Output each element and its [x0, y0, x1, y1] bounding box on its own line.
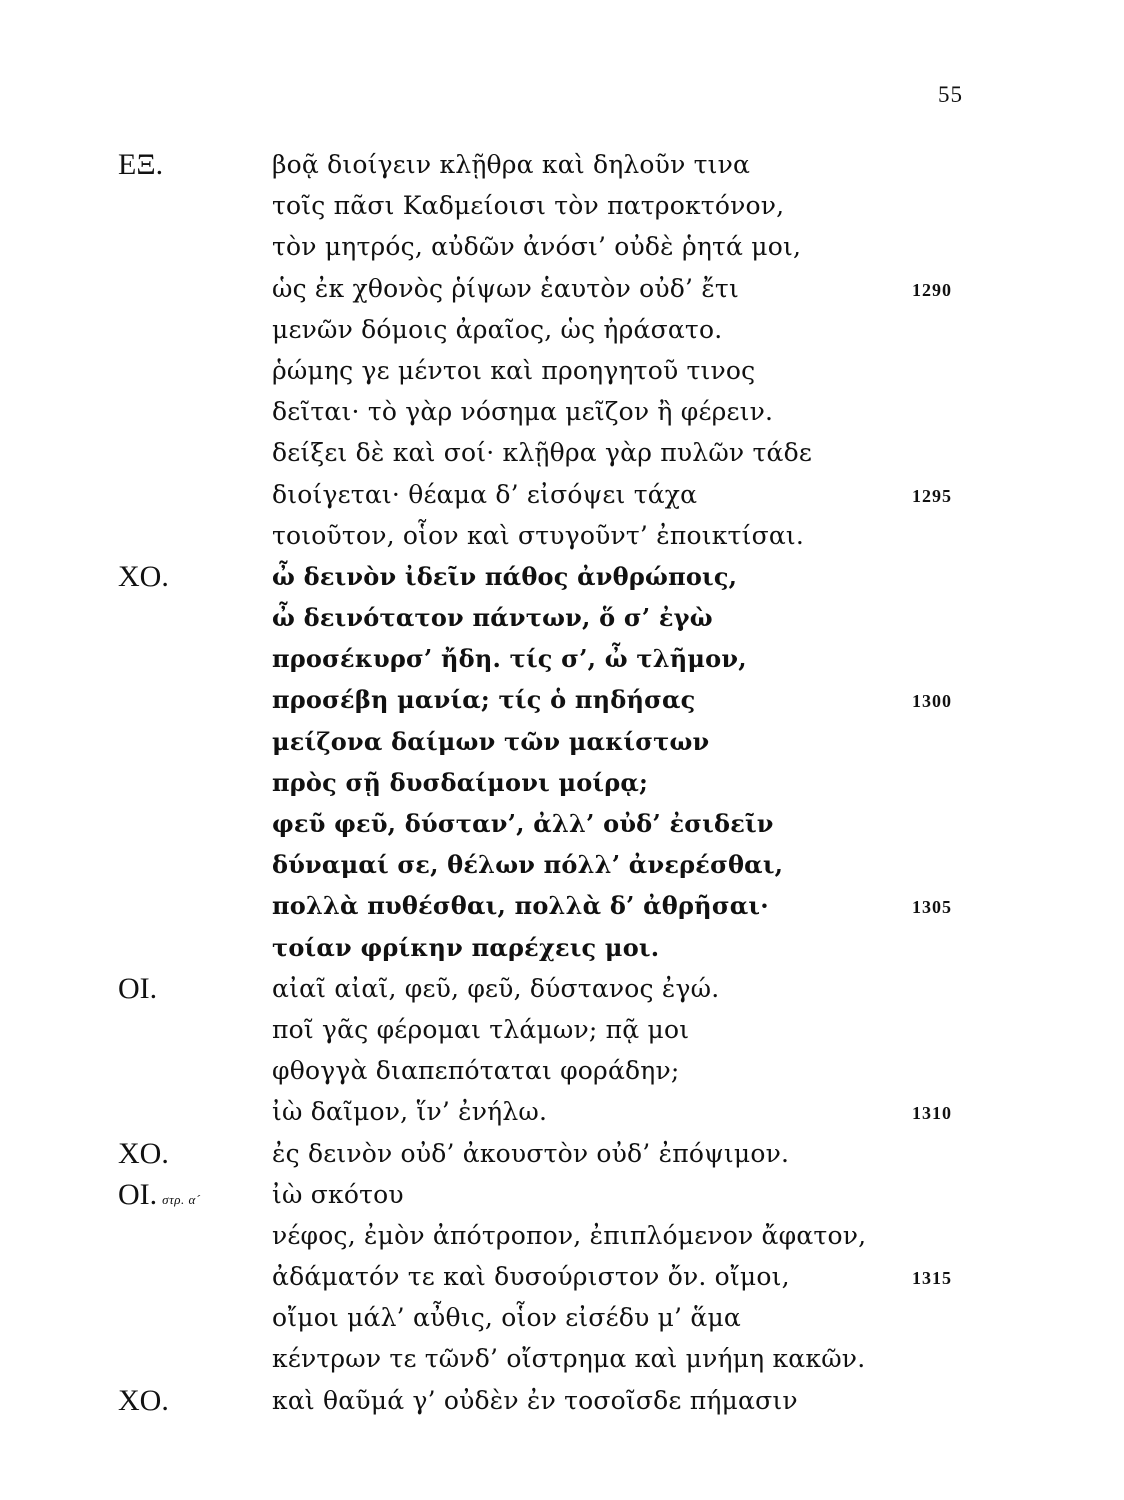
verse-line	[0, 887, 1124, 928]
verse-line	[0, 846, 1124, 887]
speaker-name: ΟΙ.	[118, 1177, 158, 1211]
verse-text: ἐς δεινὸν οὐδ’ ἀκουστὸν οὐδ’ ἐπόψιμον.	[272, 1138, 790, 1168]
verse-line	[0, 1299, 1124, 1340]
verse-text: ἰὼ σκότου	[272, 1179, 404, 1209]
speaker-name: ΟΙ.	[118, 971, 158, 1005]
verse-text: βοᾷ διοίγειν κλῇθρα καὶ δηλοῦν τινα	[272, 150, 751, 179]
verse-line	[0, 1052, 1124, 1093]
verse-line	[0, 1217, 1124, 1258]
line-number: 1295	[912, 485, 952, 506]
verse-line	[0, 393, 1124, 434]
verse-text: τοίαν φρίκην παρέχεις μοι.	[272, 932, 660, 962]
verse-text: δύναμαί σε, θέλων πόλλ’ ἀνερέσθαι,	[272, 850, 784, 880]
verse-line	[0, 723, 1124, 764]
speaker-label	[118, 972, 157, 1006]
verse-text: ὦ δεινότατον πάντων, ὅ σ’ ἐγὼ	[272, 603, 713, 633]
verse-line	[0, 681, 1124, 722]
line-number: 1305	[912, 897, 952, 918]
verse-text: φεῦ φεῦ, δύσταν’, ἀλλ’ οὐδ’ ἐσιδεῖν	[272, 809, 774, 838]
speaker-label	[118, 148, 163, 182]
verse-text: διοίγεται· θέαμα δ’ εἰσόψει τάχα	[272, 479, 698, 509]
verse-line	[0, 558, 1124, 599]
verse-line	[0, 311, 1124, 352]
speaker-label	[118, 1384, 169, 1418]
verse-text: ὡς ἐκ χθονὸς ῥίψων ἑαυτὸν οὐδ’ ἔτι	[272, 273, 739, 303]
verse-text: οἴμοι μάλ’ αὖθις, οἷον εἰσέδυ μ’ ἅμα	[272, 1303, 741, 1333]
verse-line	[0, 599, 1124, 640]
speaker-name: ΧΟ.	[118, 1136, 169, 1170]
verse-line	[0, 929, 1124, 970]
verse-line	[0, 517, 1124, 558]
page-number: 55	[938, 82, 963, 107]
verse-line	[0, 352, 1124, 393]
verse-text: προσέκυρσ’ ἤδη. τίς σ’, ὦ τλῆμον,	[272, 644, 747, 674]
verse-text: τὸν μητρός, αὐδῶν ἀνόσι’ οὐδὲ ῥητά μοι,	[272, 232, 802, 262]
verse-line	[0, 1093, 1124, 1134]
verse-line	[0, 1258, 1124, 1299]
speaker-name: ΧΟ.	[118, 1383, 169, 1417]
verse-text: προσέβη μανία; τίς ὁ πηδήσας	[272, 685, 696, 715]
verse-text: μενῶν δόμοις ἀραῖος, ὡς ἠράσατο.	[272, 314, 723, 344]
speaker-name: ΧΟ.	[118, 559, 169, 593]
speaker-name: ΕΞ.	[118, 148, 164, 181]
verse-line	[0, 187, 1124, 228]
verse-text: ῥώμης γε μέντοι καὶ προηγητοῦ τινος	[272, 355, 756, 385]
verse-line	[0, 270, 1124, 311]
verse-text: ἰὼ δαῖμον, ἵν’ ἐνήλω.	[272, 1097, 548, 1127]
verse-text: δείξει δὲ καὶ σοί· κλῇθρα γὰρ πυλῶν τάδε	[272, 438, 812, 468]
verse-text: ὦ δεινὸν ἰδεῖν πάθος ἀνθρώποις,	[272, 561, 738, 591]
verse-line	[0, 970, 1124, 1011]
line-number: 1290	[912, 279, 952, 300]
verse-line	[0, 146, 1124, 187]
verse-text: αἰαῖ αἰαῖ, φεῦ, φεῦ, δύστανος ἐγώ.	[272, 973, 720, 1003]
speaker-label	[118, 1178, 201, 1212]
line-number: 1315	[912, 1268, 952, 1289]
verse-text: πολλὰ πυθέσθαι, πολλὰ δ’ ἀθρῆσαι·	[272, 891, 769, 921]
verse-line	[0, 228, 1124, 269]
speaker-label	[118, 1137, 169, 1171]
verse-block	[0, 146, 1124, 1423]
verse-text: ποῖ γᾶς φέρομαι τλάμων; πᾷ μοι	[272, 1014, 690, 1044]
verse-line	[0, 1340, 1124, 1381]
verse-line	[0, 640, 1124, 681]
verse-text: φθογγὰ διαπεπόταται φοράδην;	[272, 1056, 680, 1086]
verse-text: πρὸς σῇ δυσδαίμονι μοίρᾳ;	[272, 767, 649, 797]
verse-line	[0, 434, 1124, 475]
verse-line	[0, 476, 1124, 517]
verse-line	[0, 1135, 1124, 1176]
verse-line	[0, 1011, 1124, 1052]
verse-text: τοιοῦτον, οἷον καὶ στυγοῦντ’ ἐποικτίσαι.	[272, 520, 805, 550]
verse-line	[0, 1176, 1124, 1217]
speaker-label	[118, 560, 169, 594]
verse-text: ἀδάματόν τε καὶ δυσούριστον ὄν. οἴμοι,	[272, 1262, 790, 1292]
strophe-marker: στρ. α´	[162, 1191, 201, 1207]
line-number: 1300	[912, 691, 952, 712]
verse-text: δεῖται· τὸ γὰρ νόσημα μεῖζον ἢ φέρειν.	[272, 397, 774, 427]
verse-line	[0, 1382, 1124, 1423]
line-number: 1310	[912, 1103, 952, 1124]
verse-text: νέφος, ἐμὸν ἀπότροπον, ἐπιπλόμενον ἄφατον,	[272, 1220, 867, 1250]
verse-line	[0, 805, 1124, 846]
verse-text: μείζονα δαίμων τῶν μακίστων	[272, 726, 710, 756]
verse-text: κέντρων τε τῶνδ’ οἴστρημα καὶ μνήμη κακῶν.	[272, 1344, 866, 1374]
verse-line	[0, 764, 1124, 805]
verse-text: καὶ θαῦμά γ’ οὐδὲν ἐν τοσοῖσδε πήμασιν	[272, 1385, 798, 1415]
verse-text: τοῖς πᾶσι Καδμείοισι τὸν πατροκτόνον,	[272, 191, 785, 221]
